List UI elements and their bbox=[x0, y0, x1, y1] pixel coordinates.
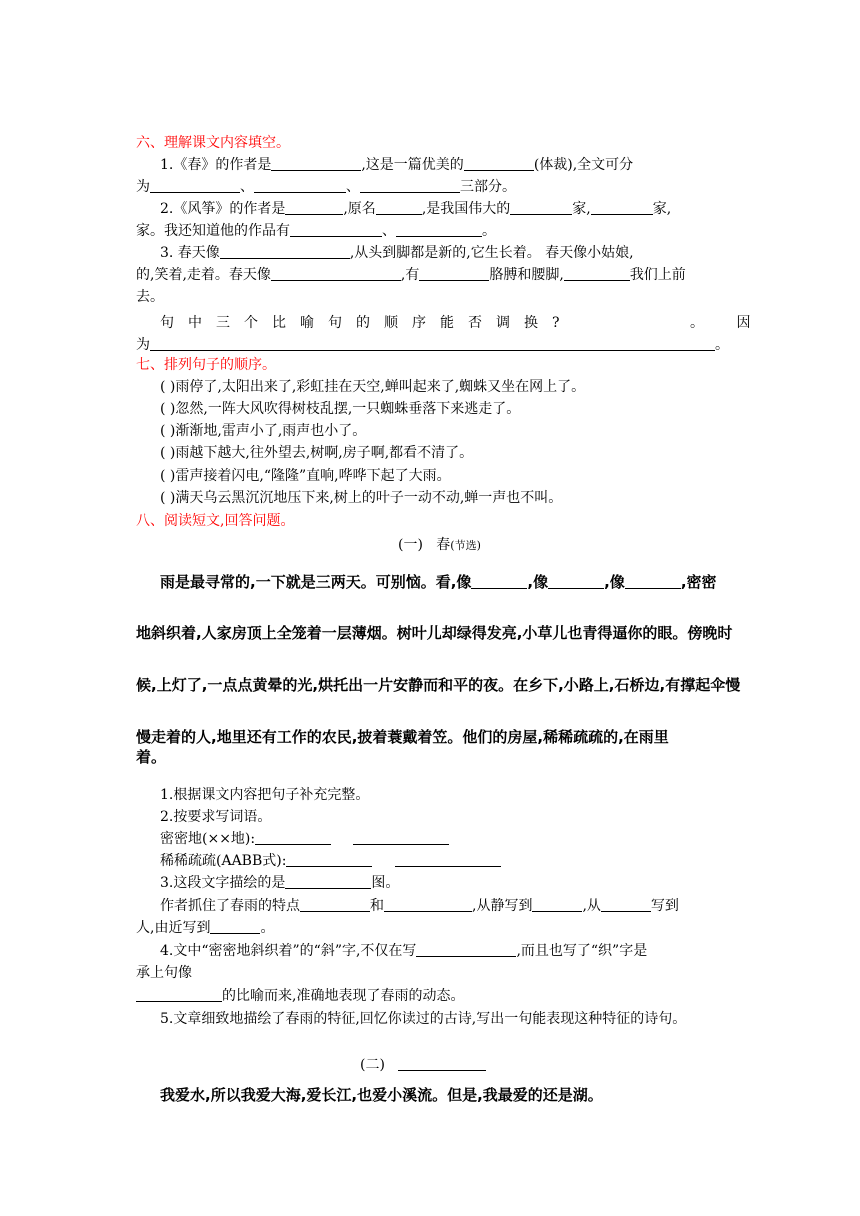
p1-question-4-line2: 承上句像 bbox=[136, 965, 192, 981]
section-8-heading: 八、阅读短文,回答问题。 bbox=[136, 513, 295, 529]
order-item: ( )满天乌云黑沉沉地压下来,树上的叶子一动不动,蝉一声也不叫。 bbox=[160, 490, 563, 506]
order-item: ( )雨停了,太阳出来了,彩虹挂在天空,蝉叫起来了,蜘蛛又坐在网上了。 bbox=[160, 379, 586, 395]
blank[interactable] bbox=[384, 897, 472, 912]
passage-1-title: (一) 春(节选) bbox=[398, 537, 481, 553]
blank[interactable] bbox=[136, 987, 222, 1002]
s6-q3-line3: 去。 bbox=[136, 289, 164, 305]
blank[interactable] bbox=[286, 852, 372, 867]
p1-question-1: 1.根据课文内容把句子补充完整。 bbox=[160, 787, 370, 803]
p1-question-3-line3: 人,由近写到 。 bbox=[136, 920, 275, 936]
section-7-heading: 七、排列句子的顺序。 bbox=[136, 357, 276, 373]
blank[interactable] bbox=[271, 266, 401, 281]
blank[interactable] bbox=[532, 897, 582, 912]
passage-2-title: (二) bbox=[360, 1055, 486, 1075]
blank[interactable] bbox=[220, 244, 350, 259]
blank[interactable] bbox=[395, 852, 501, 867]
s6-q1-line2: 为 、 、 三部分。 bbox=[136, 179, 516, 195]
blank[interactable] bbox=[255, 830, 331, 845]
blank[interactable] bbox=[564, 266, 630, 281]
blank[interactable] bbox=[591, 200, 653, 215]
p1-question-2a: 密密地(××地): bbox=[160, 829, 449, 849]
blank[interactable] bbox=[601, 897, 651, 912]
blank[interactable] bbox=[416, 942, 516, 957]
p1-question-5: 5.文章细致地描绘了春雨的特征,回忆你读过的古诗,写出一句能表现这种特征的诗句。 bbox=[160, 1011, 687, 1027]
p1-question-2: 2.按要求写词语。 bbox=[160, 809, 272, 825]
blank[interactable] bbox=[464, 156, 534, 171]
order-item: ( )雷声接着闪电,“隆隆”直响,哗哗下起了大雨。 bbox=[160, 468, 451, 484]
passage-1-line: 着。 bbox=[136, 748, 167, 766]
section-6-heading: 六、理解课文内容填空。 bbox=[136, 135, 290, 151]
s6-q4-question: 句中三个比喻句的顺序能否调换? bbox=[160, 315, 574, 331]
blank[interactable] bbox=[353, 830, 449, 845]
s6-q2-line1: 2.《风筝》的作者是 ,原名 ,是我国伟大的 家, 家, bbox=[160, 201, 672, 217]
blank[interactable] bbox=[625, 574, 681, 589]
blank[interactable] bbox=[360, 178, 460, 193]
p1-question-4-line3: 的比喻而来,准确地表现了春雨的动态。 bbox=[136, 986, 464, 1006]
passage-1-line: 地斜织着,人家房顶上全笼着一层薄烟。树叶儿却绿得发亮,小草儿也青得逼你的眼。傍晚时 bbox=[136, 624, 733, 642]
s6-q1-line1: 1.《春》的作者是 ,这是一篇优美的 (体裁),全文可分 bbox=[160, 157, 634, 173]
s6-q4-line2: 为 。 bbox=[136, 337, 729, 353]
p1-question-2b: 稀稀疏疏(AABB式): bbox=[160, 851, 501, 871]
blank[interactable] bbox=[300, 897, 370, 912]
blank[interactable] bbox=[285, 874, 371, 889]
blank[interactable] bbox=[254, 178, 346, 193]
p1-question-3: 3.这段文字描绘的是 图。 bbox=[160, 875, 400, 891]
blank[interactable] bbox=[510, 200, 572, 215]
s6-q4-tail: 。 因 bbox=[690, 315, 765, 331]
blank[interactable] bbox=[150, 178, 240, 193]
s6-q2-line2: 家。我还知道他的作品有 、 。 bbox=[136, 223, 496, 239]
blank[interactable] bbox=[398, 1056, 486, 1071]
p1-question-3-line2: 作者抓住了春雨的特点 和 ,从静写到 ,从 写到 bbox=[160, 898, 679, 914]
passage-1-line: 慢走着的人,地里还有工作的农民,披着蓑戴着笠。他们的房屋,稀稀疏疏的,在雨里 bbox=[136, 728, 669, 746]
blank[interactable] bbox=[210, 919, 260, 934]
s6-q3-line2: 的,笑着,走着。春天像 ,有 胳膊和腰脚, 我们上前 bbox=[136, 267, 686, 283]
blank[interactable] bbox=[419, 266, 489, 281]
blank[interactable] bbox=[396, 222, 482, 237]
blank[interactable] bbox=[285, 200, 343, 215]
order-item: ( )忽然,一阵大风吹得树枝乱摆,一只蜘蛛垂落下来逃走了。 bbox=[160, 401, 521, 417]
passage-2-line: 我爱水,所以我爱大海,爱长江,也爱小溪流。但是,我最爱的还是湖。 bbox=[160, 1086, 603, 1104]
s6-q3-line1: 3. 春天像 ,从头到脚都是新的,它生长着。 春天像小姑娘, bbox=[160, 245, 634, 261]
blank[interactable] bbox=[471, 574, 527, 589]
order-item: ( )雨越下越大,往外望去,树啊,房子啊,都看不清了。 bbox=[160, 445, 474, 461]
blank[interactable] bbox=[376, 200, 422, 215]
blank[interactable] bbox=[150, 336, 715, 351]
p1-question-4: 4.文中“密密地斜织着”的“斜”字,不仅在写 ,而且也写了“织”字是 bbox=[160, 943, 648, 959]
order-item: ( )渐渐地,雷声小了,雨声也小了。 bbox=[160, 423, 367, 439]
passage-1-line: 候,上灯了,一点点黄晕的光,烘托出一片安静而和平的夜。在乡下,小路上,石桥边,有撑起伞慢 bbox=[136, 676, 741, 694]
blank[interactable] bbox=[548, 574, 604, 589]
passage-1-line: 雨是最寻常的,一下就是三两天。可别恼。看,像 ,像 ,像 ,密密 bbox=[160, 573, 717, 591]
blank[interactable] bbox=[271, 156, 361, 171]
blank[interactable] bbox=[290, 222, 382, 237]
